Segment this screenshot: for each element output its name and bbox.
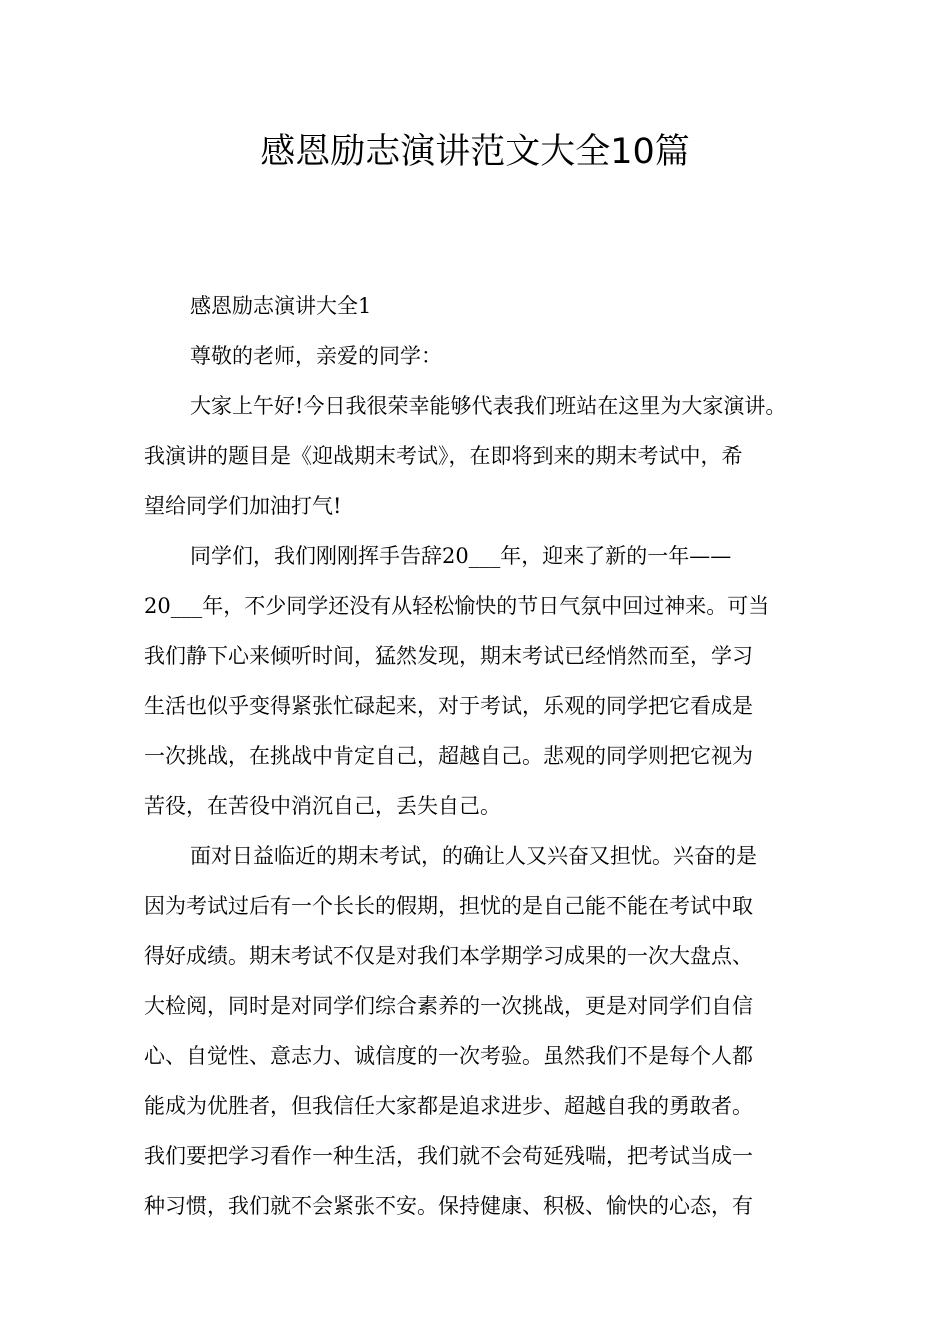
paragraph-line: 同学们，我们刚刚挥手告辞20___年，迎来了新的一年——: [190, 544, 732, 568]
document-title: 感恩励志演讲范文大全10篇: [260, 132, 690, 172]
paragraph-line: 大检阅，同时是对同学们综合素养的一次挑战，更是对同学们自信: [144, 994, 753, 1018]
paragraph-line: 心、自觉性、意志力、诚信度的一次考验。虽然我们不是每个人都: [144, 1044, 753, 1068]
paragraph-line: 望给同学们加油打气!: [144, 494, 342, 518]
paragraph-line: 得好成绩。期末考试不仅是对我们本学期学习成果的一次大盘点、: [144, 944, 753, 968]
paragraph-line: 苦役，在苦役中消沉自己，丢失自己。: [144, 794, 501, 818]
paragraph-line: 生活也似乎变得紧张忙碌起来，对于考试，乐观的同学把它看成是: [144, 694, 753, 718]
paragraph-line: 种习惯，我们就不会紧张不安。保持健康、积极、愉快的心态，有: [144, 1194, 753, 1218]
paragraph-line: 面对日益临近的期末考试，的确让人又兴奋又担忧。兴奋的是: [190, 844, 757, 868]
paragraph-line: 我们要把学习看作一种生活，我们就不会苟延残喘，把考试当成一: [144, 1144, 753, 1168]
section-heading: 感恩励志演讲大全1: [190, 294, 372, 318]
paragraph-line: 我们静下心来倾听时间，猛然发现，期末考试已经悄然而至，学习: [144, 644, 753, 668]
salutation: 尊敬的老师，亲爱的同学：: [190, 344, 442, 368]
paragraph-line: 20___年，不少同学还没有从轻松愉快的节日气氛中回过神来。可当: [144, 594, 770, 618]
paragraph-line: 大家上午好!今日我很荣幸能够代表我们班站在这里为大家演讲。: [190, 394, 787, 418]
paragraph-line: 我演讲的题目是《迎战期末考试》，在即将到来的期末考试中，希: [144, 444, 743, 468]
paragraph-line: 因为考试过后有一个长长的假期，担忧的是自己能不能在考试中取: [144, 894, 753, 918]
paragraph-line: 能成为优胜者，但我信任大家都是追求进步、超越自我的勇敢者。: [144, 1094, 753, 1118]
document-body: [144, 281, 824, 1231]
paragraph-line: 一次挑战，在挑战中肯定自己，超越自己。悲观的同学则把它视为: [144, 744, 753, 768]
